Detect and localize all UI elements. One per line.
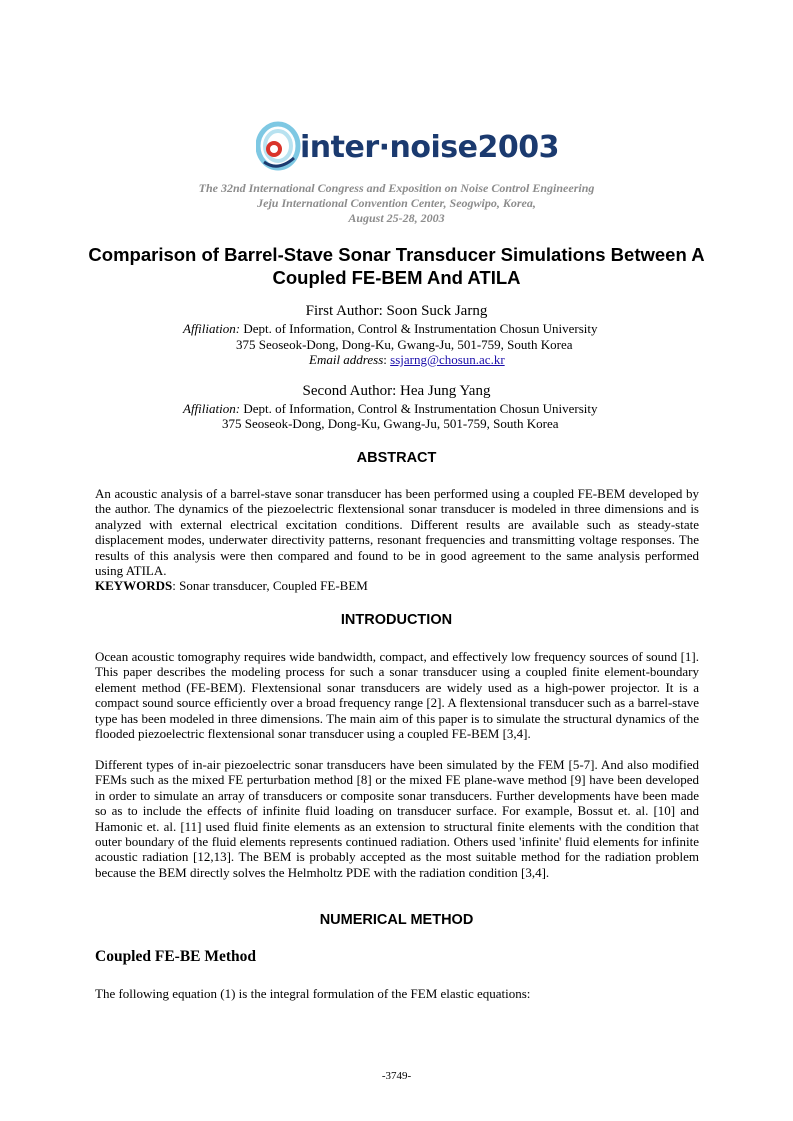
introduction-heading: INTRODUCTION (340, 612, 453, 628)
second-author: Second Author: Hea Jung Yang (302, 383, 491, 399)
affiliation-dept: Dept. of Information, Control & Instrumentation Chosun University (243, 401, 598, 416)
first-author-email-line (309, 352, 505, 368)
email-label: Email address (309, 352, 384, 367)
numerical-method-text: The following equation (1) is the integral formulation of the FEM elastic equations: (95, 986, 531, 1001)
keywords-value: : Sonar transducer, Coupled FE-BEM (172, 578, 368, 593)
first-author-address: 375 Seoseok-Dong, Dong-Ku, Gwang-Ju, 501-759, South Korea (236, 337, 573, 352)
first-author: First Author: Soon Suck Jarng (305, 303, 488, 319)
coupled-fe-be-subheading: Coupled FE-BE Method (95, 948, 257, 965)
introduction-paragraph-2: Different types of in-air piezoelectric sonar transducers have been simulated by the FEM [5-7]. And also modified FEMs such as the mixed FE perturbation method [8] or the mixed FE plane-wave method [9] have been developed in order to simulate an array of transducers or composite sonar transducers. Further developments have been made so as to include the effects of infinite fluid loading on transducer surface. For example, Bossut et. al. [10] and Hamonic et. al. [11] used fluid finite elements as an extension to structural finite elements with the condition that outer boundary of the fluid elements represents continued radiation. Others used 'infinite' fluid elements for infinite acoustic radiation [12,13]. The BEM is probably accepted as the most suitable method for the radiation problem because the BEM directly solves the Helmholtz PDE with the radiation condition [3,4]. (95, 757, 699, 880)
numerical-method-heading: NUMERICAL METHOD (319, 912, 474, 928)
conference-venue: Jeju International Convention Center, Seogwipo, Korea, (257, 196, 536, 210)
introduction-paragraph-1: Ocean acoustic tomography requires wide bandwidth, compact, and effectively low frequency sources of sound [1]. This paper describes the modeling process for such a sonar transducer using a coupled finite element-boundary element method (FE-BEM). Flextensional sonar transducers are widely used as a high-power projector. It is a compact sound source efficiently over a broad frequency range [2]. A flextensional transducer such as a barrel-stave type has been modeled in three dimensions. The main aim of this paper is to simulate the structural dynamics of the flooded piezoelectric flextensional sonar transducer using a coupled FE-BEM [3,4]. (95, 649, 699, 742)
conference-logo (256, 118, 559, 178)
abstract-text: An acoustic analysis of a barrel-stave sonar transducer has been performed using a coupled FE-BEM developed by the author. The dynamics of the piezoelectric flextensional sonar transducer is modeled in three dimensions and is analyzed with external electrical excitation conditions. Different results are available such as steady-state displacement modes, underwater directivity patterns, resonant frequencies and transmitting voltage responses. The results of this analysis were then compared and found to be in good agreement to the same analysis performed using ATILA. (95, 486, 699, 579)
second-author-address: 375 Seoseok-Dong, Dong-Ku, Gwang-Ju, 501-759, South Korea (222, 416, 559, 431)
keywords-label: KEYWORDS (95, 578, 173, 593)
conference-dates: August 25-28, 2003 (348, 211, 445, 225)
second-author-affiliation (183, 401, 598, 417)
first-author-affiliation (183, 321, 598, 337)
keywords-line (95, 578, 699, 593)
logo-wordmark: inter·noise2003 (300, 130, 559, 165)
email-link[interactable]: ssjarng@chosun.ac.kr (390, 352, 505, 367)
email-colon: : (383, 352, 391, 367)
abstract-heading: ABSTRACT (356, 450, 437, 466)
paper-title: Comparison of Barrel-Stave Sonar Transducer Simulations Between A Coupled FE-BEM And ATILA (88, 244, 705, 288)
affiliation-label: Affiliation: (183, 321, 241, 336)
swirl-logo-icon (256, 118, 302, 176)
conference-name: The 32nd International Congress and Exposition on Noise Control Engineering (198, 181, 595, 195)
page-number: -3749- (381, 1070, 412, 1082)
affiliation-label: Affiliation: (183, 401, 241, 416)
affiliation-dept: Dept. of Information, Control & Instrumentation Chosun University (243, 321, 598, 336)
